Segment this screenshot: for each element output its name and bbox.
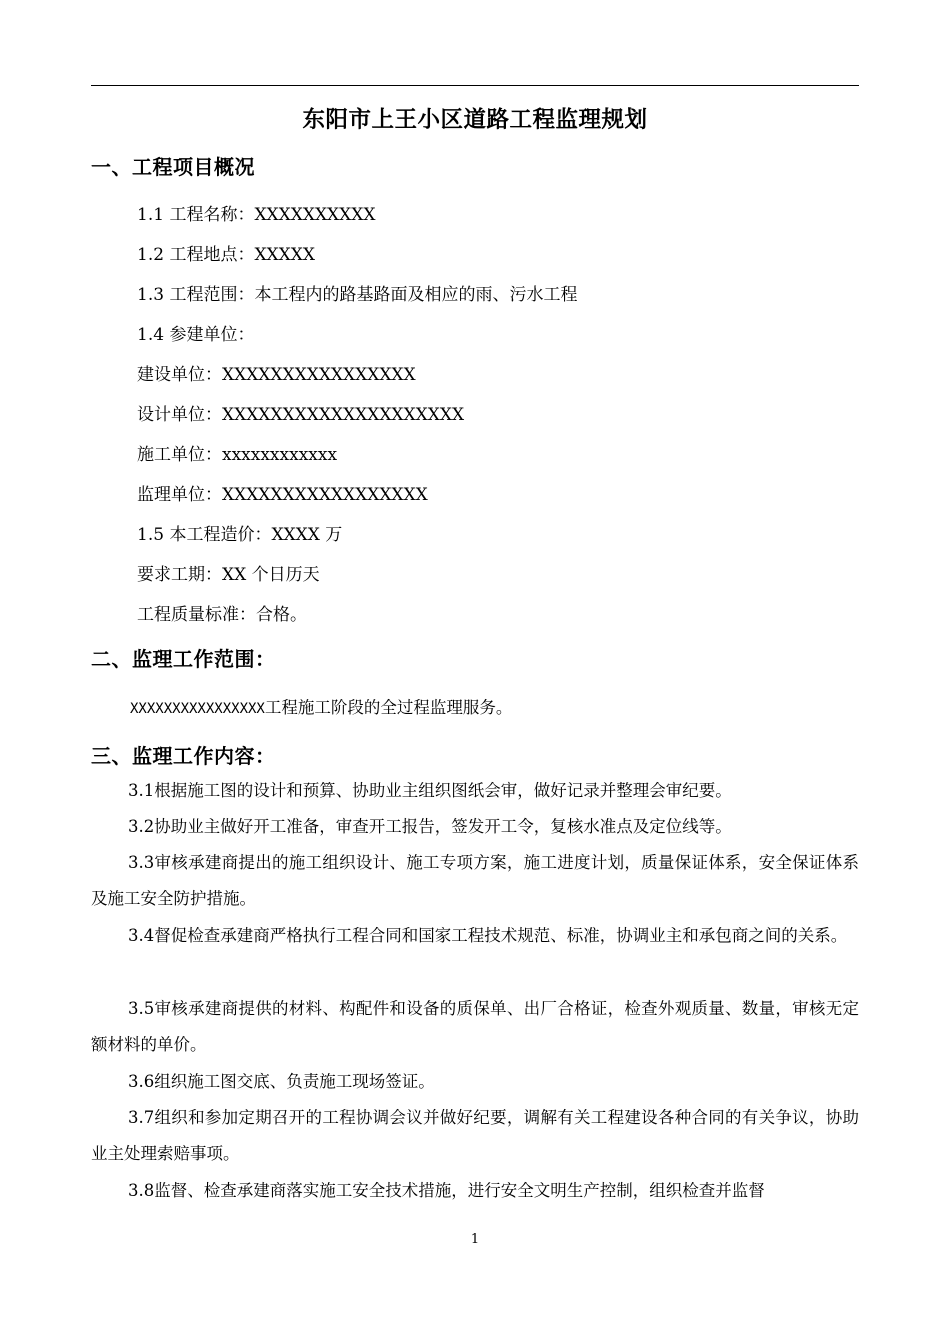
project-location-line: 1.2 工程地点：XXXXX <box>137 245 315 265</box>
owner-unit-line: 建设单位：XXXXXXXXXXXXXXXX <box>137 365 416 385</box>
section-3-heading: 三、监理工作内容： <box>91 744 276 768</box>
header-rule <box>91 85 859 86</box>
design-unit-line: 设计单位：XXXXXXXXXXXXXXXXXXXX <box>137 405 465 425</box>
work-item-3-4: 3.4督促检查承建商严格执行工程合同和国家工程技术规范、标准，协调业主和承包商之间的关系。 <box>128 926 848 945</box>
work-item-3-6: 3.6组织施工图交底、负责施工现场签证。 <box>128 1072 435 1091</box>
section-2-heading: 二、监理工作范围： <box>91 647 276 671</box>
scope-project-code: XXXXXXXXXXXXXXXX <box>130 701 265 717</box>
document-title: 东阳市上王小区道路工程监理规划 <box>302 107 648 133</box>
work-item-3-2: 3.2协助业主做好开工准备，审查开工报告，签发开工令，复核水准点及定位线等。 <box>128 817 732 836</box>
project-duration-line: 要求工期：XX 个日历天 <box>137 565 320 585</box>
section-1-heading: 一、工程项目概况 <box>91 155 255 179</box>
supervision-unit-line: 监理单位：XXXXXXXXXXXXXXXXX <box>137 485 428 505</box>
quality-standard-line: 工程质量标准：合格。 <box>137 605 307 625</box>
project-scope-line: 1.3 工程范围：本工程内的路基路面及相应的雨、污水工程 <box>137 285 578 305</box>
construction-unit-line: 施工单位：xxxxxxxxxxxx <box>137 445 338 465</box>
supervision-scope-text <box>130 694 512 718</box>
page-number: 1 <box>470 1232 480 1247</box>
work-item-3-5: 3.5审核承建商提供的材料、构配件和设备的质保单、出厂合格证，检查外观质量、数量，审核无定额材料的单价。 <box>91 999 859 1054</box>
work-item-3-8: 3.8监督、检查承建商落实施工安全技术措施，进行安全文明生产控制，组织检查并监督 <box>128 1181 765 1200</box>
work-item-3-7: 3.7组织和参加定期召开的工程协调会议并做好纪要，调解有关工程建设各种合同的有关争议，协助业主处理索赔事项。 <box>91 1108 859 1163</box>
project-cost-line: 1.5 本工程造价：XXXX 万 <box>137 525 343 545</box>
project-name-line: 1.1 工程名称：XXXXXXXXXX <box>137 205 376 225</box>
work-item-3-3: 3.3审核承建商提出的施工组织设计、施工专项方案，施工进度计划，质量保证体系，安全保证体系及施工安全防护措施。 <box>91 853 859 908</box>
work-item-3-1: 3.1根据施工图的设计和预算、协助业主组织图纸会审，做好记录并整理会审纪要。 <box>128 781 732 800</box>
scope-description: 工程施工阶段的全过程监理服务。 <box>264 698 513 717</box>
participants-line: 1.4 参建单位： <box>137 325 255 345</box>
